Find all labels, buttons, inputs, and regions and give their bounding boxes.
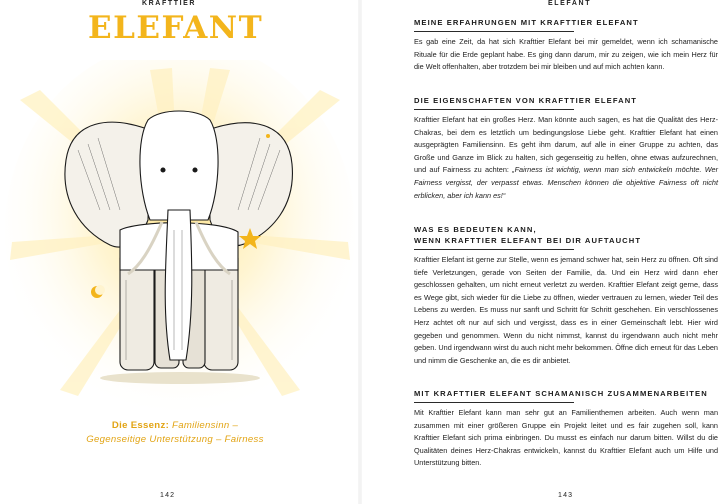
section-body-text: Krafttier Elefant hat ein großes Herz. Man könnte auch sagen, es hat die Qualität des Herz-Chakras, bei dem es letztlich um bedingungslose Liebe geht. Krafttier Elefant hat einen ausgeprägten Familiensinn. Es geht ihm darum, auf alle in einer Gruppe zu achten, das Große und Ganze im Blick zu halten, sich gegenseitig zu helfen, ohne etwas aufzurechnen, und auf Fairness zu achten: (414, 115, 718, 175)
page-number-right: 143 (558, 492, 574, 499)
right-page (362, 0, 720, 504)
section-shamanic-work (414, 388, 718, 470)
essence-block (40, 419, 310, 446)
section-body: Mit Krafttier Elefant kann man sehr gut an Familienthemen arbeiten. Auch wenn man zusammen mit einer größeren Gruppe ein Projekt leitet und es fair zugehen soll, kann Krafttier Elefant sich prima einbringen. Du musst es einfach nur darum bitten. Willst du die Qualitäten deines Herz-Chakras entwickeln, kannst du Krafttier Elefant auch um Hilfe und Unterstützung bitten. (414, 408, 718, 468)
heading-rule (414, 249, 574, 250)
section-heading: MIT KRAFTTIER ELEFANT SCHAMANISCH ZUSAMMENARBEITEN (414, 389, 708, 398)
page-number-left: 142 (160, 492, 176, 499)
running-head-right: ELEFANT (548, 0, 592, 7)
heading-line1: WAS ES BEDEUTEN KANN, (414, 225, 537, 234)
section-heading: MEINE ERFAHRUNGEN MIT KRAFTTIER ELEFANT (414, 18, 639, 27)
heading-rule (414, 402, 574, 403)
ground-shadow (100, 372, 260, 384)
essence-label: Die Essenz: (111, 420, 170, 431)
section-meaning (414, 224, 718, 367)
section-properties (414, 95, 718, 202)
section-body-quote: „Fairness ist wichtig, wenn man sich entwickeln möchte. Wer Fairness vergisst, der verpasst etwas. Menschen können die objektive Fairness oft nicht erblicken, aber ich kann es!“ (414, 165, 718, 200)
dot-icon (266, 134, 270, 138)
section-body: Krafttier Elefant ist gerne zur Stelle, wenn es jemand schwer hat, sein Herz zu öffnen. Oft sind tiefe Verletzungen, gerade von Seiten der Familie, da. Und ein Herz wird dann eher geschlossen gehalten, um nicht erneut verletzt zu werden. Krafttier Elefant zeigt gerne, dass es Wege gibt, sich wieder für die Liebe zu öffnen, wieder vertrauen zu lernen, wieder Teil des Lebens zu werden. Es muss nur sanft und Schritt für Schritt geschehen. Ein verschlossenes Herz achtet oft nur auf sich und vergisst, dass es in einer Gemeinschaft lebt. Hier wird gegeben und genommen. Wenn du nicht nimmst, kannst du irgendwann auch nicht mehr geben. Und irgendwann wirst du auch nicht mehr bekommen. Öffne dich erneut für das Leben und nimm die Geschenke an, die es dir anbietet. (414, 255, 718, 365)
section-experiences (414, 17, 718, 74)
left-page (0, 0, 358, 504)
running-head-left: KRAFTTIER (142, 0, 197, 7)
section-heading (414, 224, 718, 246)
section-heading: DIE EIGENSCHAFTEN VON KRAFTTIER ELEFANT (414, 96, 638, 105)
essence-line2: Gegenseitige Unterstützung – Fairness (86, 433, 264, 445)
essence-line1: Familiensinn – (172, 420, 239, 431)
section-body (414, 114, 718, 202)
heading-rule (414, 109, 574, 110)
page-title: ELEFANT (88, 10, 264, 46)
section-body: Es gab eine Zeit, da hat sich Krafttier Elefant bei mir gemeldet, wenn ich schamanische Rituale für die Erde geplant habe. Es ging dann darum, mir zu zeigen, wie ich mein Herz für die Welt offenhalten, aber trotzdem bei mir bleiben und auf mich achten kann. (414, 37, 718, 72)
elephant-illustration (0, 60, 358, 440)
heading-line2: WENN KRAFTTIER ELEFANT BEI DIR AUFTAUCHT (414, 236, 642, 245)
heading-rule (414, 31, 574, 32)
